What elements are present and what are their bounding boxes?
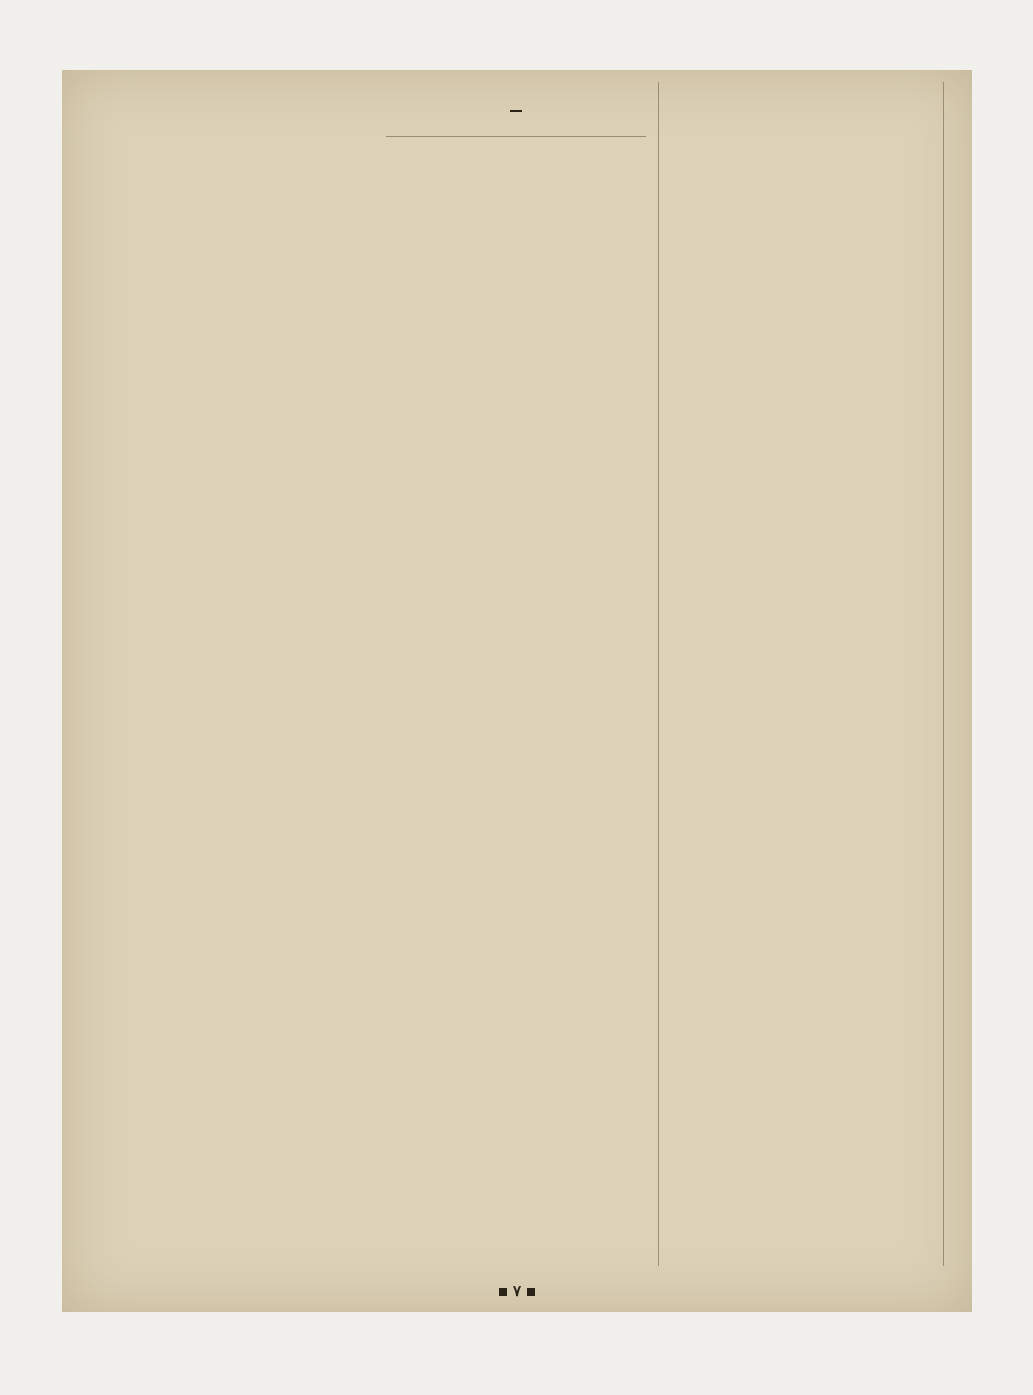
folio-square-icon <box>527 1288 535 1296</box>
page-number-value: ٧ <box>512 1282 522 1300</box>
column-right <box>90 82 374 1266</box>
column-middle <box>374 82 659 1266</box>
column-left <box>659 82 944 1266</box>
text-columns <box>90 82 944 1266</box>
page-number <box>62 1282 972 1300</box>
section-heading <box>510 108 522 112</box>
newspaper-page <box>62 70 972 1312</box>
section-heading-box <box>386 90 646 137</box>
folio-square-icon <box>499 1288 507 1296</box>
